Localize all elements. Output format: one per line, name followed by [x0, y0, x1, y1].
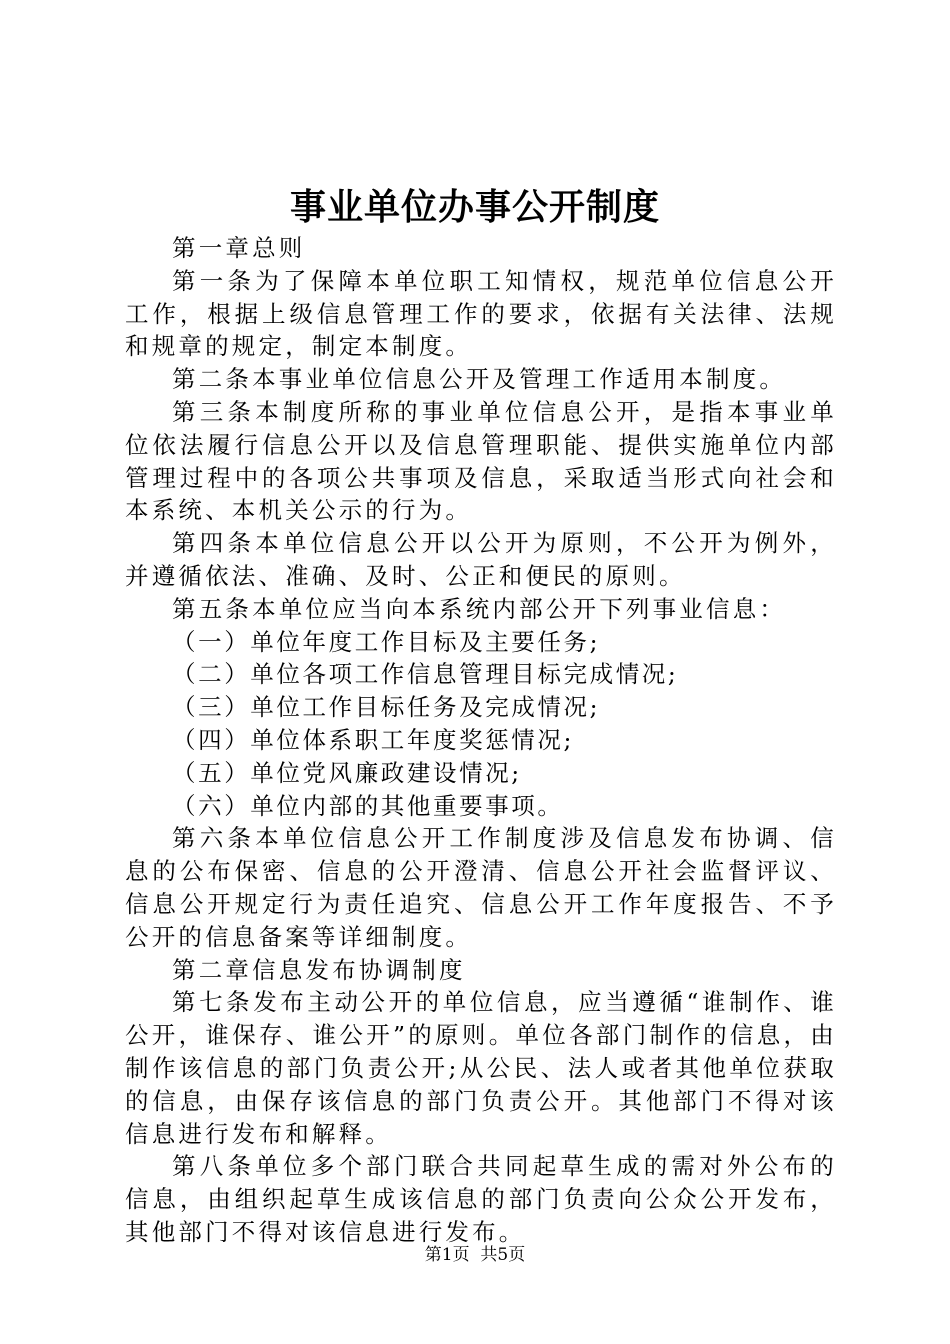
article-paragraph: 第二条本事业单位信息公开及管理工作适用本制度。: [172, 365, 787, 394]
chapter-heading: 第一章总则: [172, 234, 306, 262]
article-paragraph: 第七条发布主动公开的单位信息，应当遵循“谁制作、谁公开，谁保存、谁公开”的原则。单位各部门制作的信息，由制作该信息的部门负责公开;从公民、法人或者其他单位获取的信息，由保存该信息的部门负责公开。其他部门不得对该信息进行发布和解释。: [125, 988, 837, 1148]
article-paragraph: 第八条单位多个部门联合共同起草生成的需对外公布的信息，由组织起草生成该信息的部门负责向公众公开发布，其他部门不得对该信息进行发布。: [125, 1152, 837, 1246]
article-paragraph: 第六条本单位信息公开工作制度涉及信息发布协调、信息的公布保密、信息的公开澄清、信息公开社会监督评议、信息公开规定行为责任追究、信息公开工作年度报告、不予公开的信息备案等详细制度。: [125, 824, 837, 951]
article-paragraph: 第三条本制度所称的事业单位信息公开，是指本事业单位依法履行信息公开以及信息管理职能、提供实施单位内部管理过程中的各项公共事项及信息，采取适当形式向社会和本系统、本机关公示的行为。: [125, 397, 837, 525]
list-item: （六）单位内部的其他重要事项。: [172, 791, 564, 820]
list-item: （三）单位工作目标任务及完成情况;: [172, 693, 601, 722]
list-item: （四）单位体系职工年度奖惩情况;: [172, 725, 575, 754]
chapter-heading: 第二章信息发布协调制度: [172, 955, 466, 984]
page-footer: [0, 1243, 950, 1267]
page-number: 第1页 共5页: [424, 1245, 526, 1265]
list-item: （五）单位党风廉政建设情况;: [172, 758, 522, 787]
article-paragraph: 第四条本单位信息公开以公开为原则，不公开为例外，并遵循依法、准确、及时、公正和便民的原则。: [125, 529, 837, 590]
article-paragraph: 第五条本单位应当向本系统内部公开下列事业信息：: [172, 594, 787, 623]
list-item: （二）单位各项工作信息管理目标完成情况;: [172, 660, 679, 689]
article-paragraph: 第一条为了保障本单位职工知情权，规范单位信息公开工作，根据上级信息管理工作的要求，依据有关法律、法规和规章的规定，制定本制度。: [125, 266, 837, 361]
list-item: （一）单位年度工作目标及主要任务;: [172, 627, 601, 656]
document-body: [125, 232, 837, 1249]
document-title: 事业单位办事公开制度: [289, 186, 660, 228]
